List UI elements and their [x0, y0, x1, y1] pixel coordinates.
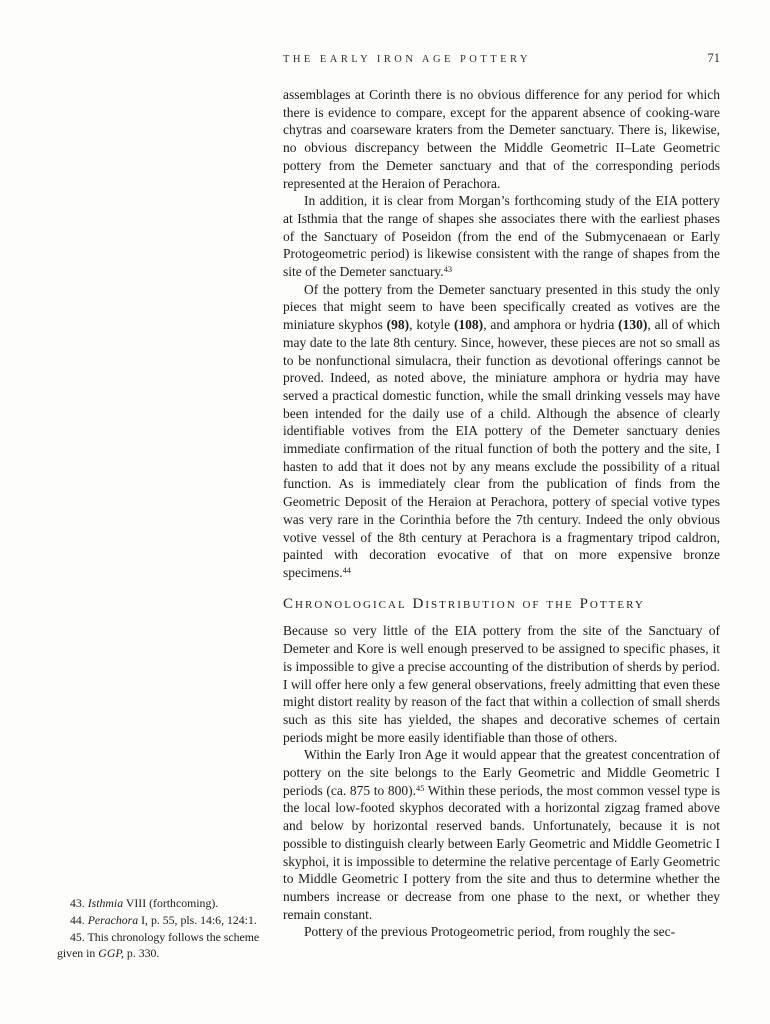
text-segment: Perachora	[87, 912, 139, 927]
body-paragraph	[283, 923, 720, 941]
text-segment: , kotyle	[409, 317, 454, 333]
text-segment: In addition, it is clear from Morgan’s forthcoming study of the EIA pottery at Isthmia that the range of shapes she associates there with the earliest phases of the Sanctuary of Poseidon (from the end of the Submycenaean or Early Protogeometric period) is likewise consistent with the range of shapes from the site of the Demeter sanctuary.	[283, 193, 720, 280]
text-segment: (130)	[618, 317, 648, 333]
text-segment: (98)	[386, 317, 410, 333]
text-segment: Pottery of the previous Protogeometric period, from roughly the sec-	[304, 924, 676, 940]
footnote-reference: 44	[342, 565, 351, 575]
text-segment: Of the pottery from the Demeter sanctuary presented in this study the only pieces that might seem to have been specifically created as votives are the miniature skyphos	[283, 281, 720, 333]
section-heading: Chronological Distribution of the Pottery	[283, 595, 645, 612]
body-text	[283, 86, 720, 941]
footnotes	[57, 895, 273, 962]
footnote	[57, 929, 273, 963]
text-segment: p. 330.	[123, 946, 160, 961]
footnote	[57, 912, 273, 929]
running-head-title: THE EARLY IRON AGE POTTERY	[283, 54, 531, 65]
body-paragraph	[283, 86, 720, 192]
text-segment: GGP,	[98, 946, 124, 961]
text-segment: Because so very little of the EIA pottery from the site of the Sanctuary of Demeter and Kore is well enough preserved to be assigned to specific phases, it is impossible to give a precise accounting of the distribution of sherds by period. I will offer here only a few general observations, freely admitting that even these might distort reality by reason of the fact that within a collection of small sherds such as this site has yielded, the shapes and decorative schemes of certain periods might be more easily identifiable than those of others.	[283, 623, 720, 745]
text-segment: Within these periods, the most common vessel type is the local low-footed skyphos decorated with a horizontal zigzag framed above and below by horizontal reserved bands. Unfortunately, because it is not possible to distinguish clearly between Early Geometric and Middle Geometric I skyphoi, it is impossible to determine the relative percentage of Early Geometric to Middle Geometric I pottery from the site and thus to determine whether the numbers increase or decrease from one phase to the next, or whether they remain constant.	[283, 782, 720, 922]
body-paragraph	[283, 746, 720, 923]
text-segment: 44.	[70, 912, 88, 927]
body-paragraph	[283, 281, 720, 582]
text-segment: assemblages at Corinth there is no obvious difference for any period for which there is evidence to compare, except for the apparent absence of cooking-ware chytras and coarseware kraters from the Demeter sanctuary. There is, likewise, no obvious discrepancy between the Middle Geometric II–Late Geometric pottery from the Demeter sanctuary and that of the corresponding periods represented at the Heraion of Perachora.	[283, 87, 720, 191]
page-number: 71	[707, 51, 720, 65]
body-paragraph	[283, 192, 720, 281]
text-segment: 45. This chronology follows the scheme given in	[57, 929, 260, 961]
footnote	[57, 895, 273, 912]
body-paragraph	[283, 622, 720, 746]
text-segment: I, p. 55, pls. 14:6, 124:1.	[138, 912, 257, 927]
footnote-reference: 45	[416, 783, 425, 793]
running-head	[283, 51, 720, 66]
text-segment: , and amphora or hydria	[483, 317, 619, 333]
text-segment: , all of which may date to the late 8th century. Since, however, these pieces are not so small as to be nonfunctional simulacra, their function as devotional offerings cannot be proved. Indeed, as noted above, the miniature amphora or hydria may have served a practical domestic function, while the small drinking vessels may have been intended for the daily use of a child. Although the absence of clearly identifiable votives from the EIA pottery of the Demeter sanctuary denies immediate confirmation of the ritual function of both the pottery and the site, I hasten to add that it does not by any means exclude the possibility of a ritual function. As is immediately clear from the publication of finds from the Geometric Deposit of the Heraion at Perachora, pottery of special votive types was very rare in the Corinthia before the 7th century. Indeed the only obvious votive vessel of the 8th century at Perachora is a fragmentary tripod caldron, painted with decoration evocative of that on more expensive bronze specimens.	[283, 317, 720, 580]
text-segment: VIII (forthcoming).	[123, 896, 219, 910]
text-segment: (108)	[453, 317, 484, 333]
text-segment: 43.	[70, 896, 88, 910]
text-segment: Isthmia	[87, 896, 124, 910]
footnote-reference: 43	[443, 264, 453, 274]
text-segment: Within the Early Iron Age it would appear that the greatest concentration of pottery on the site belongs to the Early Geometric and Middle Geometric I periods (ca. 875 to 800).	[283, 747, 720, 798]
